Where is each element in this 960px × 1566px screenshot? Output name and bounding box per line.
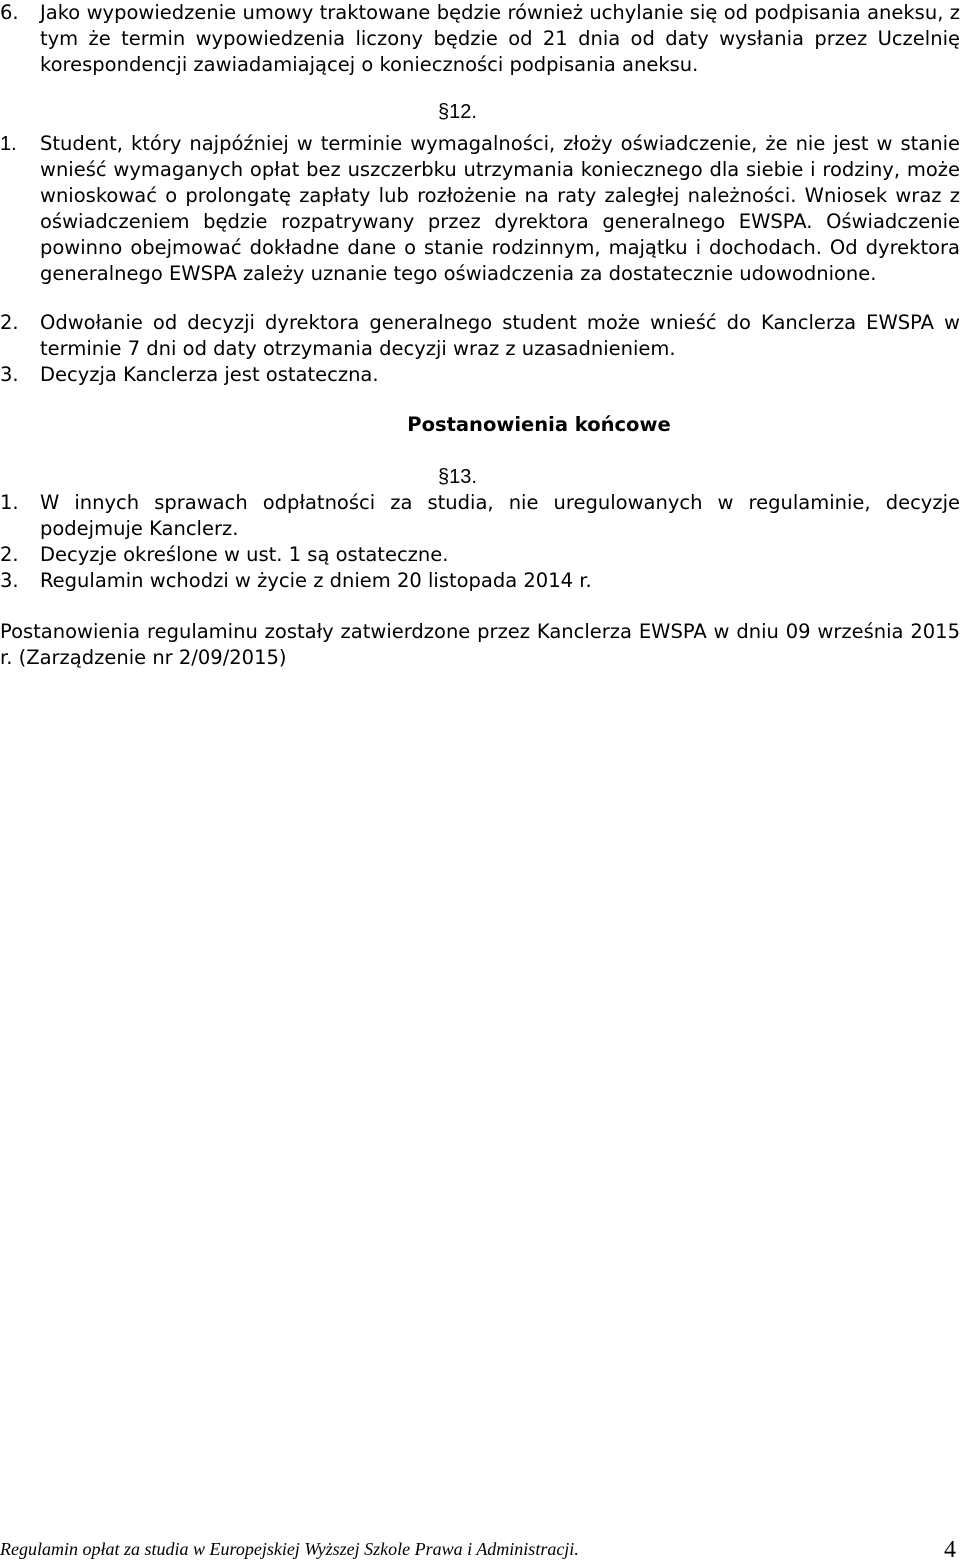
item-text: Regulamin wchodzi w życie z dniem 20 listopada 2014 r.	[40, 569, 592, 592]
item-text: W innych sprawach odpłatności za studia, nie uregulowanych w regulaminie, decyzje podejmuje Kanclerz.	[40, 491, 960, 540]
page-number: 4	[944, 1537, 956, 1563]
footer-text: Regulamin opłat za studia w Europejskiej Wyższej Szkole Prawa i Administracji.	[0, 1539, 579, 1559]
section-12-label: §12.	[438, 101, 477, 123]
paragraph-number: 6.	[0, 1, 19, 24]
item-number: 1.	[0, 133, 17, 155]
item-number: 2.	[0, 311, 19, 334]
section-12-item-1	[0, 131, 960, 287]
section-13-item-1	[0, 490, 960, 542]
section-13-item-3	[0, 568, 960, 594]
item-number: 2.	[0, 543, 19, 566]
paragraph-text: Jako wypowiedzenie umowy traktowane będzie również uchylanie się od podpisania aneksu, z tym że termin wypowiedzenia liczony będzie od 21 dnia od daty wysłania przez Uczelnię korespondencji zawiadamiającej o konieczności podpisania aneksu.	[40, 1, 960, 76]
item-number: 1.	[0, 491, 19, 514]
section-12-item-3	[0, 362, 960, 388]
section-12-item-2	[0, 310, 960, 362]
section-13-item-2	[0, 542, 960, 568]
final-provisions-heading: Postanowienia końcowe	[407, 413, 671, 436]
item-text: Decyzja Kanclerza jest ostateczna.	[40, 363, 379, 386]
section-13-label: §13.	[438, 466, 477, 488]
paragraph-item-6	[0, 0, 960, 78]
item-text: Odwołanie od decyzji dyrektora generalnego student może wnieść do Kanclerza EWSPA w terminie 7 dni od daty otrzymania decyzji wraz z uzasadnieniem.	[40, 311, 960, 360]
item-number: 3.	[0, 363, 19, 386]
item-text: Decyzje określone w ust. 1 są ostateczne.	[40, 543, 449, 566]
item-number: 3.	[0, 569, 19, 592]
item-text: Student, który najpóźniej w terminie wymagalności, złoży oświadczenie, że nie jest w stanie wnieść wymaganych opłat bez uszczerbku utrzymania koniecznego dla siebie i rodziny, może wnioskować o prolongatę zapłaty lub rozłożenie na raty zaległej należności. Wniosek wraz z oświadczeniem będzie rozpatrywany przez dyrektora generalnego EWSPA. Oświadczenie powinno obejmować dokładne dane o stanie rodzinnym, majątku i dochodach. Od dyrektora generalnego EWSPA zależy uznanie tego oświadczenia za dostatecznie udowodnione.	[40, 132, 960, 285]
closing-note: Postanowienia regulaminu zostały zatwierdzone przez Kanclerza EWSPA w dniu 09 września 2015 r. (Zarządzenie nr 2/09/2015)	[0, 620, 960, 669]
